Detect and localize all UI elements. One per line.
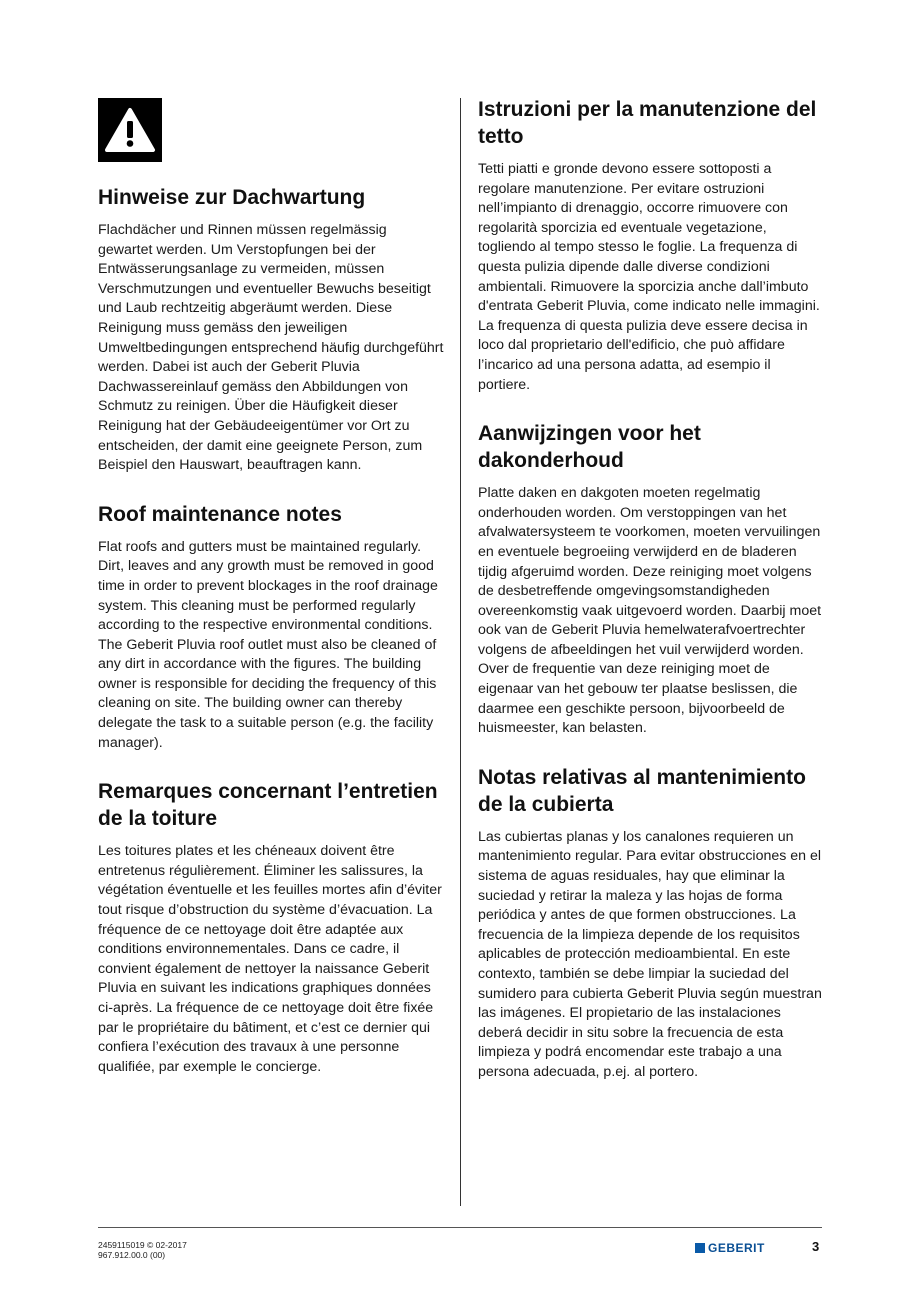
section-title: Remarques concernant l’entretien de la toiture	[98, 780, 438, 831]
warning-triangle-icon	[98, 98, 162, 162]
section-french	[98, 778, 444, 1077]
section-english	[98, 501, 444, 754]
footer-divider	[98, 1227, 822, 1228]
page-number: 3	[812, 1239, 820, 1254]
section-dutch	[478, 420, 824, 739]
section-title: Roof maintenance notes	[98, 502, 342, 526]
left-column	[98, 184, 444, 1102]
section-title: Hinweise zur Dachwartung	[98, 186, 366, 209]
right-column	[478, 96, 824, 1108]
section-title: Aanwijzingen voor het dakonderhoud	[478, 422, 701, 473]
section-body: Platte daken en dakgoten moeten regelmatig onderhouden worden. Om verstoppingen van het afvalwatersysteem te voorkomen, moeten vervuilingen en eventuele begroeiing verwijderd en de bladeren tijdig afgeruimd worden. Deze reiniging moet volgens de desbetreffende omgevingsomstandigheden overeenkomstig vaak uitgevoerd worden. Daarbij moet ook van de Geberit Pluvia hemelwaterafvoertrechter volgens de afbeeldingen het vuil verwijderd worden. Over de frequentie van deze reiniging moet de eigenaar van het gebouw ter plaatse beslissen, die daarmee een geschikte persoon, bijvoorbeeld de huismeester, kan belasten.	[478, 485, 822, 737]
section-body: Flachdächer und Rinnen müssen regelmässig gewartet werden. Um Verstopfungen bei der Entwässerungsanlage zu vermeiden, müssen Verschmutzungen und eventueller Bewuchs beseitigt und Laub rechtzeitig abgeräumt werden. Diese Reinigung muss gemäss den jeweiligen Umweltbedingungen entsprechend häufig durchgeführt werden. Dabei ist auch der Geberit Pluvia Dachwassereinlauf gemäss den Abbildungen von Schmutz zu reinigen. Über die Häufigkeit dieser Reinigung hat der Gebäudeeigentümer vor Ort zu entscheiden, der damit eine geeignete Person, zum Beispiel den Hauswart, beauftragen kann.	[98, 222, 444, 474]
doc-code-line-1: 2459115019 © 02-2017	[98, 1240, 187, 1250]
section-title: Notas relativas al mantenimiento de la cubierta	[478, 765, 806, 816]
geberit-logo	[695, 1241, 765, 1255]
geberit-square-icon	[695, 1243, 705, 1253]
section-body: Flat roofs and gutters must be maintained regularly. Dirt, leaves and any growth must be removed in good time in order to prevent blockages in the roof drainage system. This cleaning must be performed regularly according to the respective environmental conditions. The Geberit Pluvia roof outlet must also be cleaned of any dirt in accordance with the figures. The building owner is responsible for deciding the frequency of this cleaning on site. The building owner can thereby delegate the task to a suitable person (e.g. the facility manager).	[98, 538, 438, 751]
logo-text: GEBERIT	[708, 1241, 765, 1255]
section-spanish	[478, 764, 824, 1083]
column-divider	[460, 98, 461, 1206]
section-body: Tetti piatti e gronde devono essere sottoposti a regolare manutenzione. Per evitare ostruzioni nell’impianto di drenaggio, occorre rimuovere con regolarità sporcizia ed eventuale vegetazione, togliendo al tempo stesso le foglie. La frequenza di questa pulizia dipende dalle diverse condizioni ambientali. Rimuovere la sporcizia anche dall’imbuto d'entrata Geberit Pluvia, come indicato nelle immagini. La frequenza di questa pulizia deve essere decisa in loco dal proprietario dell'edificio, che può affidare l’incarico ad una persona adatta, ad esempio il portiere.	[478, 161, 820, 393]
section-body: Les toitures plates et les chéneaux doivent être entretenus régulièrement. Éliminer les salissures, la végétation éventuelle et les feuilles mortes afin d’éviter tout risque d’obstruction du système d’évacuation. La fréquence de ce nettoyage doit être adaptée aux conditions environnementales. Dans ce cadre, il convient également de nettoyer la naissance Geberit Pluvia en suivant les indications graphiques données ci-après. La fréquence de ce nettoyage doit être fixée par le propriétaire du bâtiment, et c’est ce dernier qui confiera l’exécution des travaux à une personne qualifiée, par exemple le concierge.	[98, 843, 442, 1075]
section-german	[98, 184, 444, 476]
warning-icon-box	[98, 98, 162, 162]
footer-document-code	[98, 1240, 187, 1260]
section-body: Las cubiertas planas y los canalones requieren un mantenimiento regular. Para evitar obstrucciones en el sistema de aguas residuales, hay que eliminar la suciedad y retirar la maleza y las hojas de forma periódica y antes de que formen obstrucciones. La frecuencia de la limpieza depende de los requisitos aplicables de protección medioambiental. En este contexto, también se debe limpiar la suciedad del sumidero para cubierta Geberit Pluvia según muestran las imágenes. El propietario de las instalaciones deberá decidir in situ sobre la frecuencia de esta limpieza y podrá encomendar este trabajo a una persona adecuada, p.ej. al portero.	[478, 828, 822, 1080]
section-title: Istruzioni per la manutenzione del tetto	[478, 98, 817, 148]
section-italian	[478, 96, 824, 395]
doc-code-line-2: 967.912.00.0 (00)	[98, 1250, 166, 1260]
